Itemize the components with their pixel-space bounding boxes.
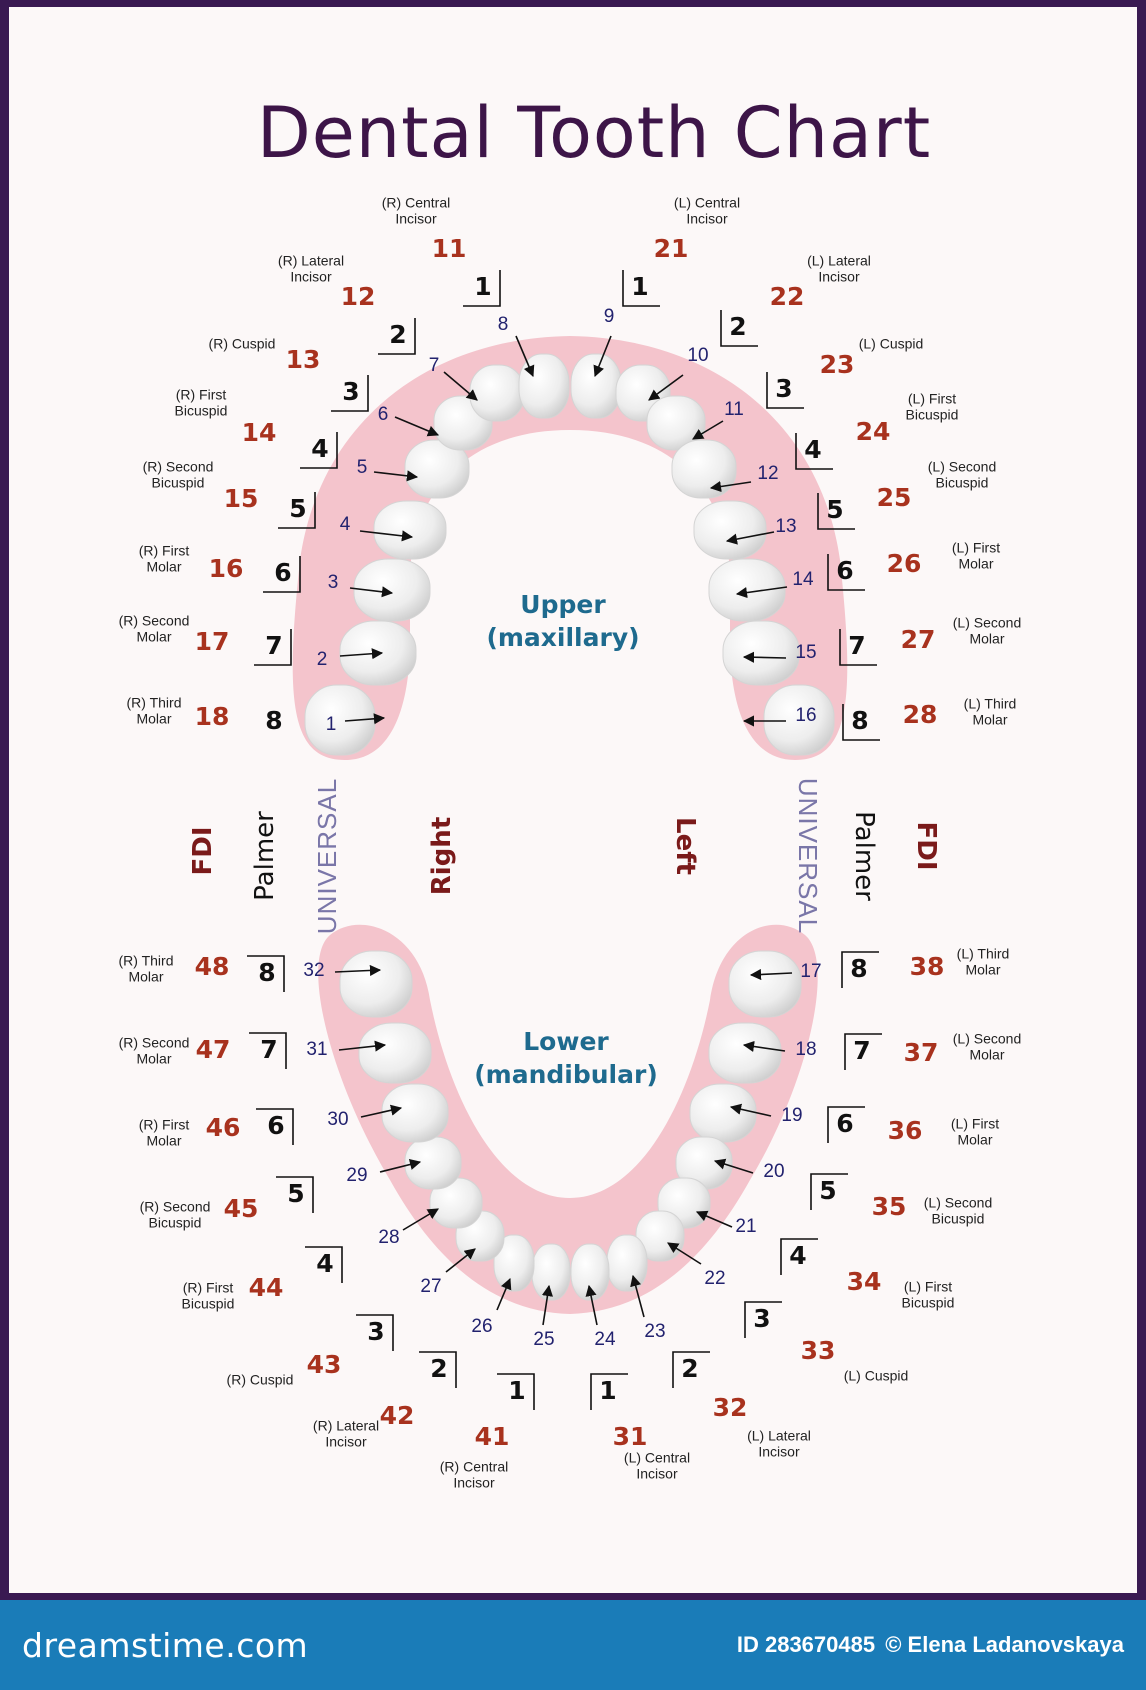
upper-tooth-9 [571, 354, 621, 418]
tooth-name-label: (L) Cuspid [858, 335, 924, 352]
tooth-name-label: Molar [958, 555, 994, 572]
universal-number: 22 [704, 1268, 726, 1290]
palmer-number: 4 [316, 1249, 334, 1278]
tooth-name-label: Incisor [636, 1465, 678, 1482]
palmer-side-label-right: Palmer [250, 811, 280, 901]
tooth-name-label: (R) Lateral [312, 1417, 380, 1434]
tooth-name-label: Incisor [325, 1433, 367, 1450]
tooth-name-label: (L) Second [923, 1194, 993, 1211]
universal-number: 23 [644, 1321, 666, 1343]
tooth-name-label: Molar [969, 1046, 1005, 1063]
universal-number: 12 [757, 463, 779, 485]
tooth-name-label: (R) First [138, 542, 190, 559]
tooth-name-label: (R) Central [439, 1458, 509, 1475]
fdi-number: 48 [194, 952, 230, 981]
lower-tooth-17 [729, 951, 801, 1017]
tooth-name-label: (L) Central [623, 1449, 691, 1466]
universal-number: 2 [316, 649, 328, 671]
palmer-number: 8 [850, 954, 868, 983]
tooth-name-label: (R) First [175, 386, 227, 403]
image-id: ID 283670485 [736, 1632, 876, 1657]
universal-number: 29 [346, 1165, 368, 1187]
fdi-number: 42 [379, 1401, 415, 1430]
universal-number: 16 [795, 705, 817, 727]
tooth-name-label: Molar [965, 961, 1001, 978]
palmer-number: 7 [853, 1036, 871, 1065]
fdi-number: 45 [223, 1194, 259, 1223]
palmer-number: 2 [430, 1354, 448, 1383]
upper-tooth-4 [374, 501, 446, 559]
tooth-name-label: (R) Third [126, 694, 182, 711]
palmer-number: 8 [265, 706, 283, 735]
lower-tooth-25 [532, 1244, 570, 1300]
palmer-number: 5 [289, 494, 307, 523]
palmer-number: 2 [729, 312, 747, 341]
tooth-name-label: (R) Second [139, 1198, 211, 1215]
universal-number: 25 [533, 1329, 555, 1351]
tooth-name-label: Bicuspid [151, 474, 205, 491]
palmer-number: 6 [267, 1111, 285, 1140]
lower-tooth-32 [340, 951, 412, 1017]
tooth-name-label: Bicuspid [905, 406, 959, 423]
universal-number: 10 [687, 345, 709, 367]
page-title: Dental Tooth Chart [256, 92, 932, 174]
fdi-number: 44 [248, 1273, 284, 1302]
tooth-name-label: (L) First [951, 539, 1001, 556]
universal-number: 9 [603, 306, 615, 328]
tooth-name-label: (L) Third [956, 945, 1010, 962]
lower-tooth-31 [359, 1023, 431, 1083]
lower-arch-label: Lower [523, 1027, 609, 1056]
universal-number: 30 [327, 1109, 349, 1131]
tooth-name-label: (R) Second [142, 458, 214, 475]
fdi-number: 33 [800, 1336, 836, 1365]
universal-number: 20 [763, 1161, 785, 1183]
tooth-name-label: (R) Lateral [277, 252, 345, 269]
tooth-name-label: Bicuspid [901, 1294, 955, 1311]
universal-number: 32 [303, 960, 325, 982]
palmer-number: 1 [474, 272, 492, 301]
tooth-name-label: Molar [146, 1132, 182, 1149]
tooth-name-label: Bicuspid [174, 402, 228, 419]
palmer-side-label-left: Palmer [849, 811, 879, 901]
palmer-number: 7 [265, 631, 283, 660]
palmer-number: 8 [258, 958, 276, 987]
palmer-number: 2 [681, 1354, 699, 1383]
tooth-name-label: Incisor [818, 268, 860, 285]
upper-tooth-13 [694, 501, 766, 559]
fdi-number: 12 [340, 282, 376, 311]
tooth-name-label: (L) Central [673, 194, 741, 211]
fdi-number: 46 [205, 1113, 241, 1142]
palmer-number: 5 [826, 495, 844, 524]
universal-number: 31 [306, 1039, 328, 1061]
upper-tooth-15 [723, 621, 799, 685]
palmer-number: 1 [508, 1376, 526, 1405]
fdi-number: 47 [195, 1035, 231, 1064]
universal-number: 6 [377, 404, 389, 426]
fdi-number: 38 [909, 952, 945, 981]
palmer-number: 3 [775, 374, 793, 403]
fdi-side-label-left: FDI [911, 821, 941, 871]
tooth-name-label: (R) Third [118, 952, 174, 969]
palmer-number: 4 [804, 435, 822, 464]
tooth-name-label: Molar [136, 710, 172, 727]
tooth-name-label: (R) Second [118, 1034, 190, 1051]
brand-logo: dreamstime.com [22, 1626, 309, 1665]
tooth-name-label: Molar [146, 558, 182, 575]
tooth-name-label: Incisor [290, 268, 332, 285]
tooth-name-label: (R) Cuspid [226, 1371, 294, 1388]
tooth-name-label: (L) Lateral [747, 1427, 811, 1444]
palmer-number: 5 [287, 1179, 305, 1208]
universal-number: 28 [378, 1227, 400, 1249]
fdi-number: 18 [194, 702, 230, 731]
tooth-name-label: Incisor [453, 1474, 495, 1491]
fdi-number: 21 [653, 234, 689, 263]
fdi-side-label-right: FDI [188, 826, 218, 876]
palmer-number: 3 [342, 377, 360, 406]
tooth-name-label: (R) First [182, 1279, 234, 1296]
fdi-number: 13 [285, 345, 321, 374]
palmer-number: 4 [789, 1241, 807, 1270]
fdi-number: 11 [431, 234, 467, 263]
fdi-number: 14 [241, 418, 277, 447]
footer-bar [0, 1600, 1146, 1690]
universal-number: 5 [356, 457, 368, 479]
universal-number: 19 [781, 1105, 803, 1127]
tooth-name-label: Molar [969, 630, 1005, 647]
upper-tooth-8 [519, 354, 569, 418]
palmer-number: 6 [274, 558, 292, 587]
fdi-number: 31 [612, 1422, 648, 1451]
tooth-name-label: (L) First [903, 1278, 953, 1295]
fdi-number: 37 [903, 1038, 939, 1067]
palmer-number: 7 [260, 1035, 278, 1064]
lower-arch-sublabel: (mandibular) [474, 1060, 658, 1089]
palmer-number: 6 [836, 556, 854, 585]
upper-tooth-7 [470, 365, 524, 421]
tooth-name-label: (L) Lateral [807, 252, 871, 269]
tooth-name-label: (L) Second [927, 458, 997, 475]
universal-number: 26 [471, 1316, 493, 1338]
fdi-number: 27 [900, 625, 936, 654]
palmer-number: 7 [848, 631, 866, 660]
universal-number: 1 [325, 714, 337, 736]
tooth-name-label: Incisor [395, 210, 437, 227]
upper-gum [293, 336, 848, 760]
palmer-number: 5 [819, 1176, 837, 1205]
right-side-label: Right [427, 816, 457, 896]
palmer-number: 3 [753, 1304, 771, 1333]
upper-arch-label: Upper [520, 590, 606, 619]
tooth-name-label: (L) Second [952, 1030, 1022, 1047]
tooth-name-label: (L) Third [963, 695, 1017, 712]
fdi-number: 22 [769, 282, 805, 311]
universal-number: 18 [795, 1039, 817, 1061]
fdi-number: 43 [306, 1350, 342, 1379]
left-side-label: Left [670, 817, 700, 875]
fdi-number: 34 [846, 1267, 882, 1296]
tooth-name-label: Molar [128, 968, 164, 985]
tooth-name-label: Bicuspid [935, 474, 989, 491]
lower-tooth-18 [709, 1023, 781, 1083]
tooth-name-label: Molar [972, 711, 1008, 728]
fdi-number: 41 [474, 1422, 510, 1451]
palmer-number: 8 [851, 706, 869, 735]
upper-tooth-14 [709, 559, 785, 621]
fdi-number: 15 [223, 484, 259, 513]
universal-side-label-right: UNIVERSAL [312, 777, 342, 935]
image-credit [733, 1632, 1124, 1658]
fdi-number: 35 [871, 1192, 907, 1221]
tooth-name-label: Bicuspid [931, 1210, 985, 1227]
universal-number: 8 [497, 314, 509, 336]
universal-number: 24 [594, 1329, 616, 1351]
universal-number: 21 [735, 1216, 757, 1238]
universal-number: 15 [795, 642, 817, 664]
universal-number: 17 [800, 961, 822, 983]
tooth-name-label: Molar [136, 628, 172, 645]
tooth-name-label: (L) First [950, 1115, 1000, 1132]
lower-tooth-23 [607, 1235, 647, 1291]
fdi-number: 17 [194, 627, 230, 656]
upper-tooth-arrow [744, 657, 786, 658]
tooth-name-label: Molar [957, 1131, 993, 1148]
palmer-number: 1 [599, 1376, 617, 1405]
tooth-name-label: Incisor [758, 1443, 800, 1460]
tooth-name-label: Bicuspid [181, 1295, 235, 1312]
universal-number: 4 [339, 514, 351, 536]
tooth-name-label: (R) Second [118, 612, 190, 629]
fdi-number: 28 [902, 700, 938, 729]
tooth-name-label: (L) Second [952, 614, 1022, 631]
universal-number: 7 [428, 355, 440, 377]
copyright: © Elena Ladanovskaya [885, 1632, 1124, 1657]
tooth-name-label: Incisor [686, 210, 728, 227]
palmer-number: 4 [311, 434, 329, 463]
universal-number: 14 [792, 569, 814, 591]
fdi-number: 16 [208, 554, 244, 583]
tooth-name-label: (L) First [907, 390, 957, 407]
fdi-number: 36 [887, 1116, 923, 1145]
palmer-number: 1 [631, 272, 649, 301]
universal-side-label-left: UNIVERSAL [793, 777, 823, 935]
universal-number: 13 [775, 516, 797, 538]
universal-number: 11 [724, 399, 744, 421]
fdi-number: 32 [712, 1393, 748, 1422]
fdi-number: 26 [886, 549, 922, 578]
universal-number: 27 [420, 1276, 442, 1298]
tooth-name-label: (R) Cuspid [208, 335, 276, 352]
tooth-name-label: (L) Cuspid [843, 1367, 909, 1384]
upper-arch-sublabel: (maxillary) [486, 623, 640, 652]
fdi-number: 24 [855, 417, 891, 446]
upper-tooth-12 [672, 440, 736, 498]
fdi-number: 25 [876, 483, 912, 512]
tooth-name-label: (R) Central [381, 194, 451, 211]
palmer-number: 2 [389, 320, 407, 349]
fdi-number: 23 [819, 350, 855, 379]
tooth-name-label: Bicuspid [148, 1214, 202, 1231]
tooth-name-label: (R) First [138, 1116, 190, 1133]
palmer-number: 6 [836, 1109, 854, 1138]
tooth-name-label: Molar [136, 1050, 172, 1067]
lower-tooth-30 [382, 1084, 448, 1142]
palmer-number: 3 [367, 1317, 385, 1346]
lower-tooth-19 [690, 1084, 756, 1142]
universal-number: 3 [327, 572, 339, 594]
